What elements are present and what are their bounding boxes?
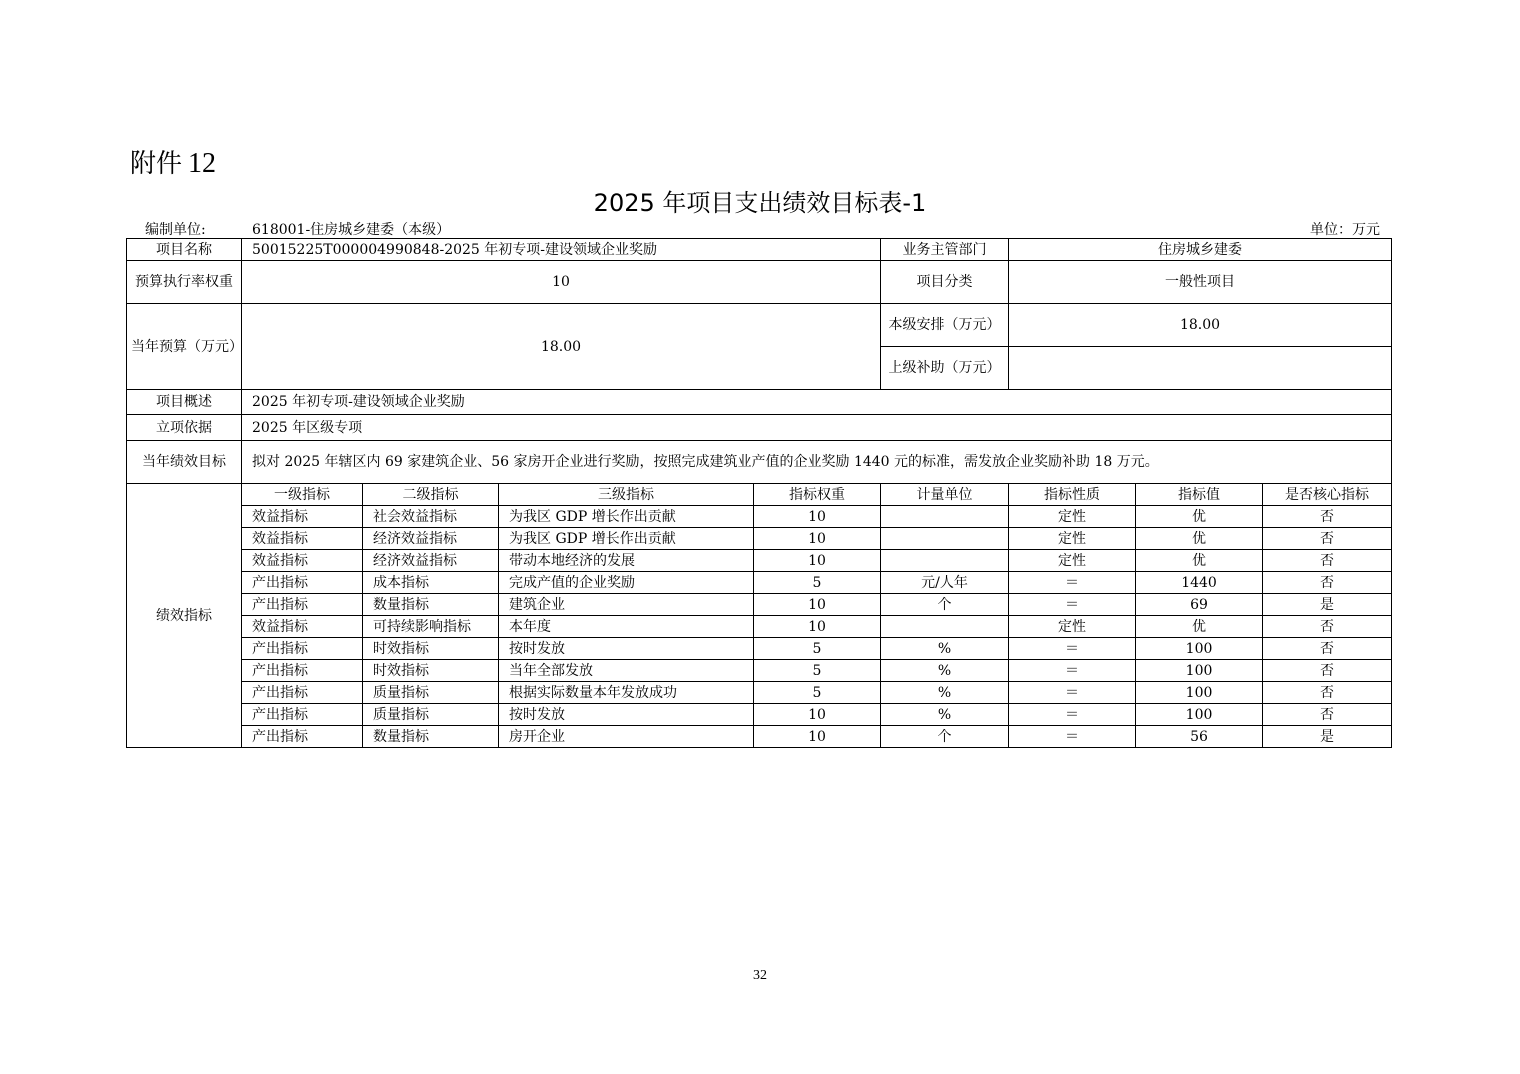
- weight-label: 预算执行率权重: [127, 261, 242, 304]
- core-cell: 是: [1263, 726, 1392, 748]
- value-cell: 1440: [1136, 572, 1263, 594]
- level1-cell: 效益指标: [242, 550, 363, 572]
- basis-value: 2025 年区级专项: [242, 415, 1392, 441]
- weight-cell: 10: [754, 704, 881, 726]
- header-level1: 一级指标: [242, 484, 363, 506]
- level1-cell: 效益指标: [242, 528, 363, 550]
- level3-cell: 本年度: [499, 616, 754, 638]
- project-name-value: 50015225T000004990848-2025 年初专项-建设领域企业奖励: [242, 239, 881, 261]
- nature-cell: ＝: [1009, 638, 1136, 660]
- org-label: 编制单位:: [145, 222, 206, 238]
- budget-label: 当年预算（万元）: [127, 304, 242, 390]
- value-cell: 优: [1136, 528, 1263, 550]
- level1-cell: 产出指标: [242, 682, 363, 704]
- performance-table: [126, 238, 1392, 748]
- table-row: [127, 660, 1392, 682]
- core-cell: 否: [1263, 616, 1392, 638]
- level3-cell: 带动本地经济的发展: [499, 550, 754, 572]
- unit-cell: %: [881, 660, 1009, 682]
- header-weight: 指标权重: [754, 484, 881, 506]
- header-level3: 三级指标: [499, 484, 754, 506]
- level2-cell: 时效指标: [363, 660, 499, 682]
- attachment-label: [130, 143, 216, 180]
- header-unit: 计量单位: [881, 484, 1009, 506]
- level1-cell: 产出指标: [242, 726, 363, 748]
- level2-cell: 经济效益指标: [363, 550, 499, 572]
- nature-cell: ＝: [1009, 704, 1136, 726]
- nature-cell: ＝: [1009, 572, 1136, 594]
- level3-cell: 按时发放: [499, 704, 754, 726]
- indicator-header-row: [127, 484, 1392, 506]
- unit-cell: 元/人年: [881, 572, 1009, 594]
- core-cell: 否: [1263, 572, 1392, 594]
- weight-value: 10: [242, 261, 881, 304]
- value-cell: 优: [1136, 550, 1263, 572]
- weight-cell: 5: [754, 660, 881, 682]
- project-name-label: 项目名称: [127, 239, 242, 261]
- subsidy-value: [1009, 347, 1392, 390]
- level2-cell: 可持续影响指标: [363, 616, 499, 638]
- level3-cell: 房开企业: [499, 726, 754, 748]
- value-cell: 100: [1136, 704, 1263, 726]
- overview-label: 项目概述: [127, 390, 242, 415]
- level1-cell: 产出指标: [242, 594, 363, 616]
- value-cell: 优: [1136, 506, 1263, 528]
- subsidy-label: 上级补助（万元）: [881, 347, 1009, 390]
- dept-value: 住房城乡建委: [1009, 239, 1392, 261]
- table-row: [127, 704, 1392, 726]
- value-cell: 69: [1136, 594, 1263, 616]
- attachment-text: 附件: [130, 149, 183, 179]
- table-row: [127, 594, 1392, 616]
- core-cell: 否: [1263, 682, 1392, 704]
- level2-cell: 数量指标: [363, 726, 499, 748]
- core-cell: 否: [1263, 550, 1392, 572]
- weight-cell: 10: [754, 616, 881, 638]
- table-row: [127, 682, 1392, 704]
- weight-cell: 5: [754, 682, 881, 704]
- weight-cell: 10: [754, 506, 881, 528]
- basis-label: 立项依据: [127, 415, 242, 441]
- level1-cell: 产出指标: [242, 704, 363, 726]
- page-title: 2025 年项目支出绩效目标表-1: [593, 189, 927, 217]
- table-row: [127, 572, 1392, 594]
- unit-cell: 个: [881, 594, 1009, 616]
- core-cell: 否: [1263, 704, 1392, 726]
- unit-cell: [881, 528, 1009, 550]
- unit-cell: [881, 506, 1009, 528]
- nature-cell: 定性: [1009, 616, 1136, 638]
- category-label: 项目分类: [881, 261, 1009, 304]
- level3-cell: 为我区 GDP 增长作出贡献: [499, 528, 754, 550]
- unit-cell: %: [881, 682, 1009, 704]
- budget-value: 18.00: [242, 304, 881, 390]
- level1-cell: 产出指标: [242, 638, 363, 660]
- nature-cell: ＝: [1009, 726, 1136, 748]
- level2-cell: 成本指标: [363, 572, 499, 594]
- unit-cell: %: [881, 638, 1009, 660]
- level2-cell: 时效指标: [363, 638, 499, 660]
- weight-cell: 10: [754, 550, 881, 572]
- nature-cell: 定性: [1009, 550, 1136, 572]
- table-row: [127, 550, 1392, 572]
- indicator-section-label: 绩效指标: [127, 484, 242, 748]
- nature-cell: ＝: [1009, 660, 1136, 682]
- header-value: 指标值: [1136, 484, 1263, 506]
- core-cell: 否: [1263, 660, 1392, 682]
- level3-cell: 建筑企业: [499, 594, 754, 616]
- nature-cell: ＝: [1009, 594, 1136, 616]
- level2-cell: 数量指标: [363, 594, 499, 616]
- core-cell: 否: [1263, 506, 1392, 528]
- org-value: 618001-住房城乡建委（本级）: [252, 222, 451, 238]
- weight-cell: 5: [754, 638, 881, 660]
- value-cell: 56: [1136, 726, 1263, 748]
- nature-cell: ＝: [1009, 682, 1136, 704]
- unit-cell: [881, 550, 1009, 572]
- value-cell: 优: [1136, 616, 1263, 638]
- weight-cell: 10: [754, 528, 881, 550]
- level1-cell: 效益指标: [242, 506, 363, 528]
- nature-cell: 定性: [1009, 528, 1136, 550]
- value-cell: 100: [1136, 660, 1263, 682]
- level1-cell: 效益指标: [242, 616, 363, 638]
- value-cell: 100: [1136, 682, 1263, 704]
- value-cell: 100: [1136, 638, 1263, 660]
- local-label: 本级安排（万元）: [881, 304, 1009, 347]
- category-value: 一般性项目: [1009, 261, 1392, 304]
- header-level2: 二级指标: [363, 484, 499, 506]
- level3-cell: 按时发放: [499, 638, 754, 660]
- level3-cell: 为我区 GDP 增长作出贡献: [499, 506, 754, 528]
- level3-cell: 根据实际数量本年发放成功: [499, 682, 754, 704]
- level1-cell: 产出指标: [242, 572, 363, 594]
- weight-cell: 10: [754, 594, 881, 616]
- weight-cell: 10: [754, 726, 881, 748]
- table-row: [127, 528, 1392, 550]
- header-core: 是否核心指标: [1263, 484, 1392, 506]
- weight-cell: 5: [754, 572, 881, 594]
- core-cell: 是: [1263, 594, 1392, 616]
- table-row: [127, 616, 1392, 638]
- table-row: [127, 726, 1392, 748]
- goal-label: 当年绩效目标: [127, 441, 242, 484]
- core-cell: 否: [1263, 528, 1392, 550]
- unit-cell: %: [881, 704, 1009, 726]
- dept-label: 业务主管部门: [881, 239, 1009, 261]
- level3-cell: 完成产值的企业奖励: [499, 572, 754, 594]
- nature-cell: 定性: [1009, 506, 1136, 528]
- level3-cell: 当年全部发放: [499, 660, 754, 682]
- goal-value: 拟对 2025 年辖区内 69 家建筑企业、56 家房开企业进行奖励，按照完成建筑业产值的企业奖励 1440 元的标准，需发放企业奖励补助 18 万元。: [242, 441, 1392, 484]
- level2-cell: 经济效益指标: [363, 528, 499, 550]
- unit-cell: [881, 616, 1009, 638]
- core-cell: 否: [1263, 638, 1392, 660]
- table-row: [127, 506, 1392, 528]
- unit-cell: 个: [881, 726, 1009, 748]
- level2-cell: 质量指标: [363, 682, 499, 704]
- page-number: 32: [753, 968, 767, 983]
- attachment-number: 12: [188, 148, 217, 179]
- overview-value: 2025 年初专项-建设领域企业奖励: [242, 390, 1392, 415]
- level2-cell: 质量指标: [363, 704, 499, 726]
- level1-cell: 产出指标: [242, 660, 363, 682]
- level2-cell: 社会效益指标: [363, 506, 499, 528]
- unit-label: 单位：万元: [1310, 222, 1380, 238]
- header-nature: 指标性质: [1009, 484, 1136, 506]
- table-row: [127, 638, 1392, 660]
- local-value: 18.00: [1009, 304, 1392, 347]
